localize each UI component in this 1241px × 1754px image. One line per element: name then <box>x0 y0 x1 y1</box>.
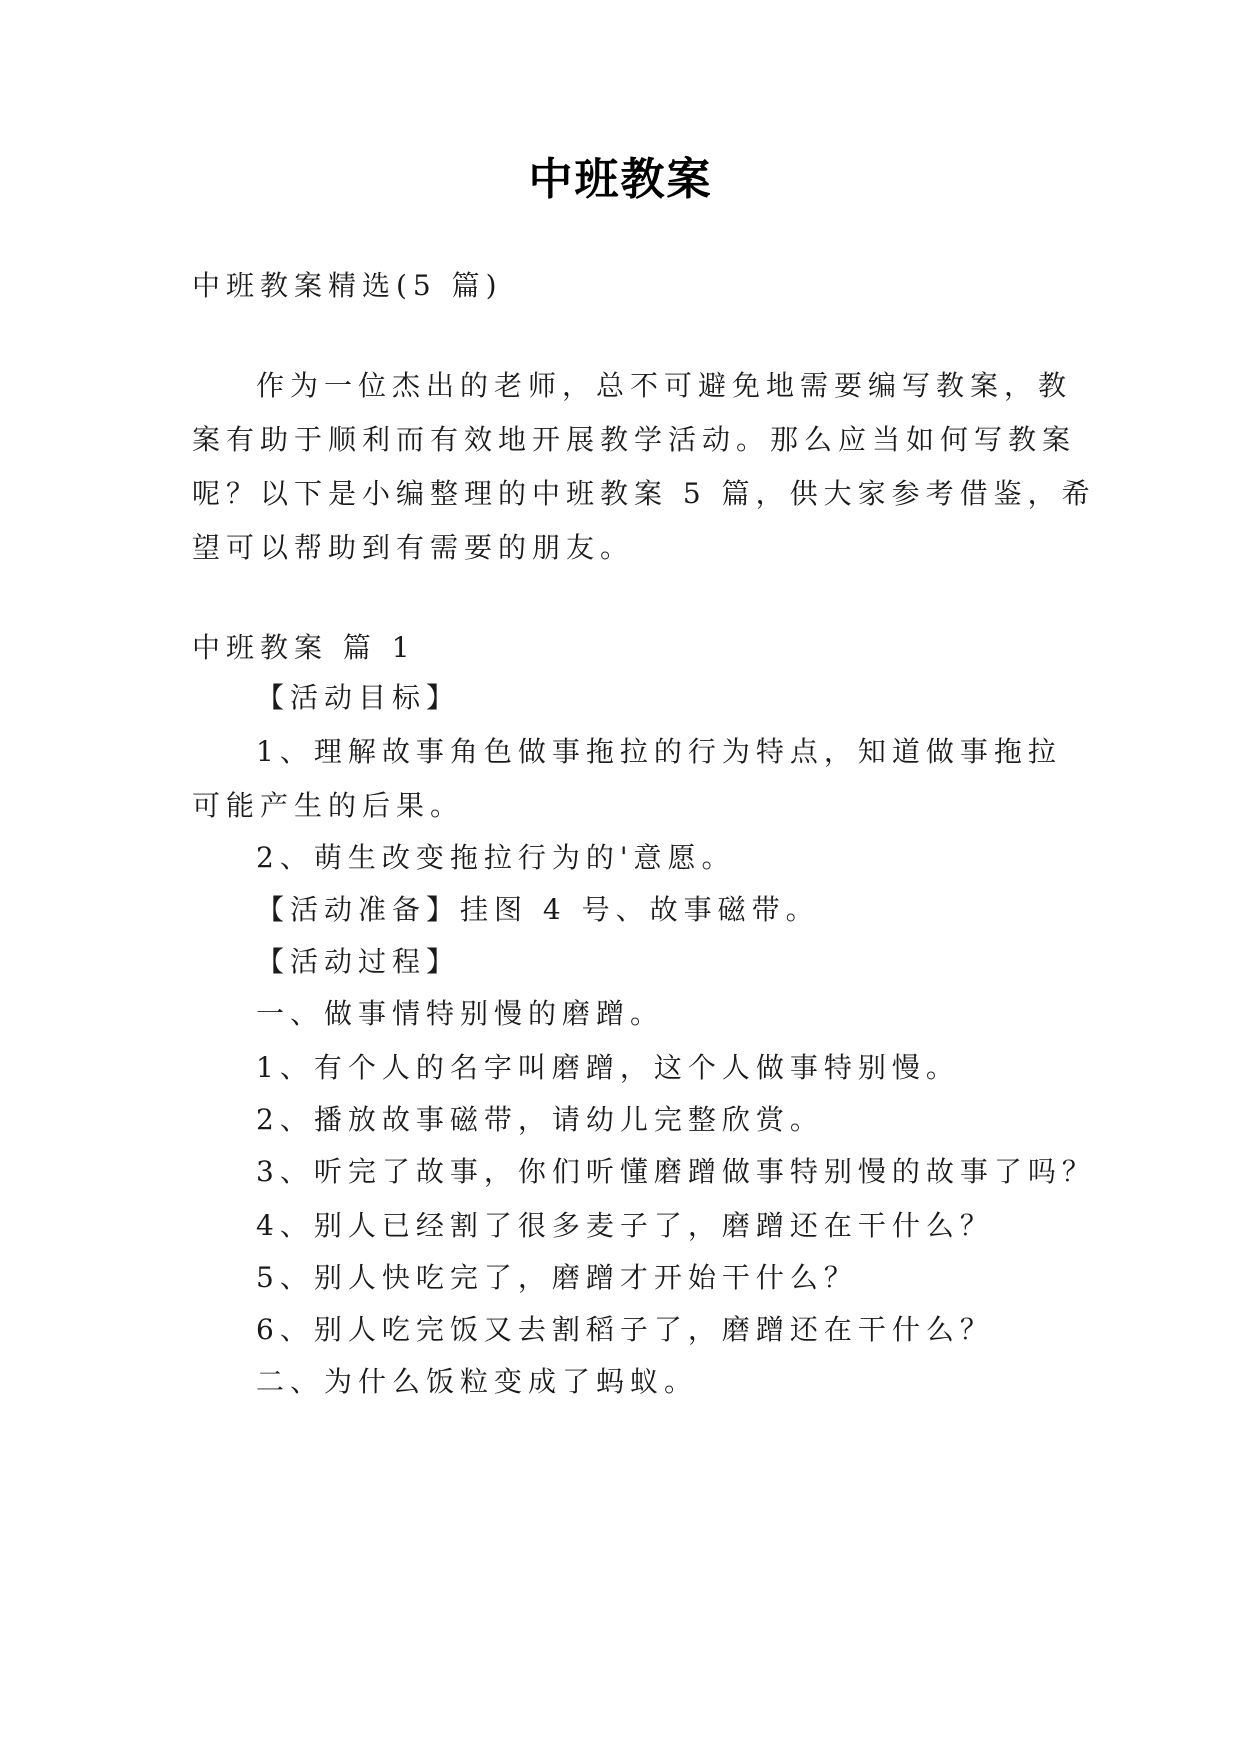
content-line-12: 5、别人快吃完了，磨蹭才开始干什么？ <box>256 1261 858 1294</box>
content-line-13: 6、别人吃完饭又去割稻子了，磨蹭还在干什么？ <box>256 1313 994 1346</box>
content-line-3: 可能产生的后果。 <box>192 789 465 822</box>
content-line-5: 【活动准备】挂图 4 号、故事磁带。 <box>256 893 820 926</box>
intro-line-4: 望可以帮助到有需要的朋友。 <box>192 531 635 564</box>
content-line-2: 1、理解故事角色做事拖拉的行为特点，知道做事拖拉 <box>256 735 1062 768</box>
intro-line-3: 呢？以下是小编整理的中班教案 5 篇，供大家参考借鉴，希 <box>192 477 1096 510</box>
content-line-8: 1、有个人的名字叫磨蹭，这个人做事特别慢。 <box>256 1051 960 1084</box>
intro-line-1: 作为一位杰出的老师，总不可避免地需要编写教案，教 <box>256 369 1073 402</box>
content-line-7: 一、做事情特别慢的磨蹭。 <box>256 997 665 1030</box>
content-line-9: 2、播放故事磁带，请幼儿完整欣赏。 <box>256 1103 824 1136</box>
document-title: 中班教案 <box>528 154 713 205</box>
content-line-1: 【活动目标】 <box>256 681 461 714</box>
content-line-11: 4、别人已经割了很多麦子了，磨蹭还在干什么？ <box>256 1209 994 1242</box>
content-line-4: 2、萌生改变拖拉行为的'意愿。 <box>256 841 736 874</box>
section-heading: 中班教案 篇 1 <box>192 631 416 664</box>
subtitle: 中班教案精选(5 篇) <box>192 269 503 302</box>
intro-line-2: 案有助于顺利而有效地开展教学活动。那么应当如何写教案 <box>192 423 1077 456</box>
content-line-6: 【活动过程】 <box>256 945 461 978</box>
content-line-14: 二、为什么饭粒变成了蚂蚁。 <box>256 1365 699 1398</box>
content-line-10: 3、听完了故事，你们听懂磨蹭做事特别慢的故事了吗？ <box>256 1155 1096 1188</box>
